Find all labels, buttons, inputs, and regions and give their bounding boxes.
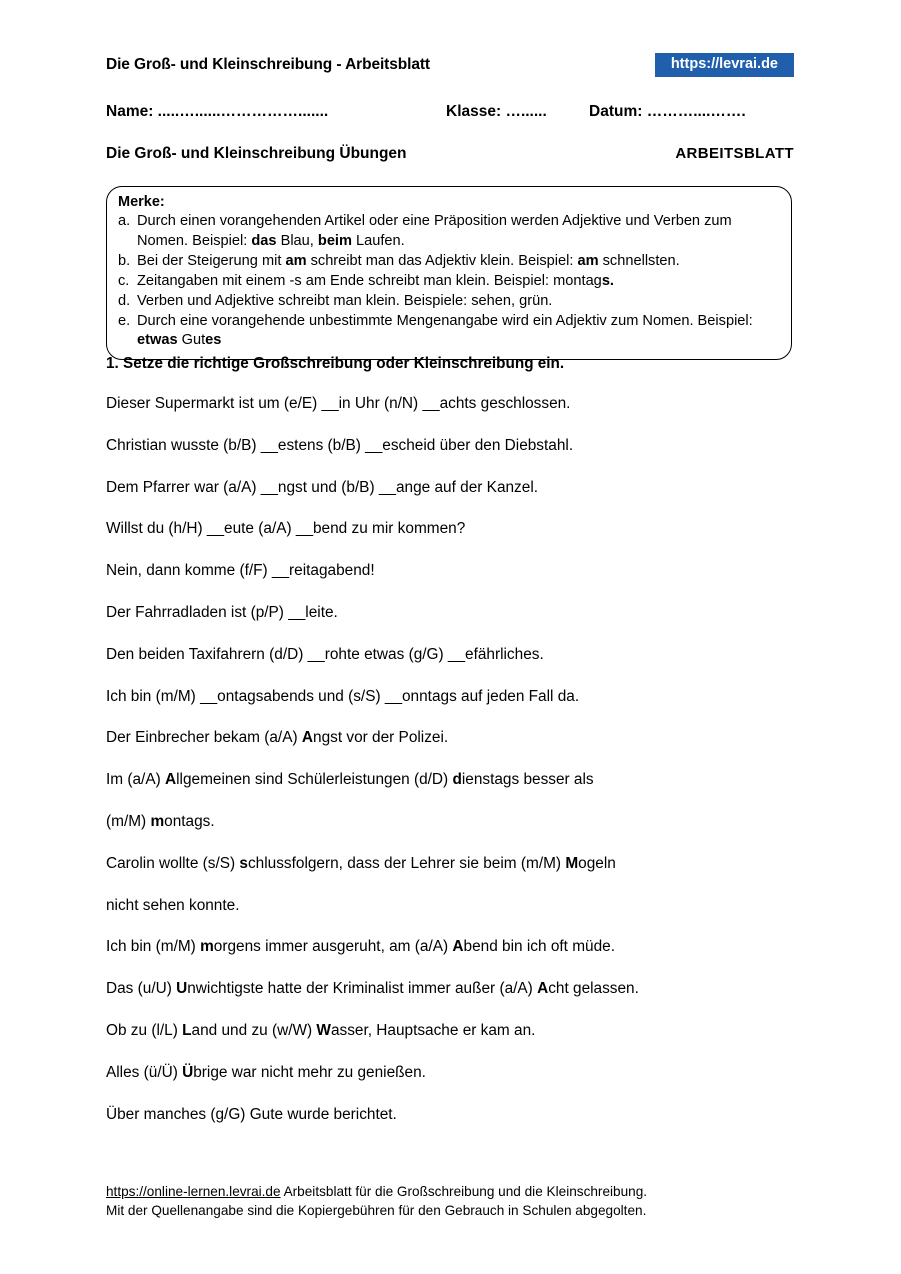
- footer-line-1-rest: Arbeitsblatt für die Großschreibung und die Kleinschreibung.: [280, 1184, 648, 1199]
- exercise-sentence[interactable]: [106, 521, 826, 563]
- text-run: and und zu (w/W): [191, 1021, 317, 1039]
- answer-letter: s.: [601, 272, 614, 289]
- text-run: Über manches (g/G) Gute wurde berichtet.: [106, 1105, 397, 1123]
- task-heading: 1. Setze die richtige Großschreibung oder Kleinschreibung ein.: [106, 355, 565, 372]
- exercise-sentence[interactable]: [106, 1023, 826, 1065]
- answer-letter: etwas: [137, 332, 178, 349]
- datum-field-label[interactable]: Datum: ………....…….: [589, 103, 746, 120]
- answer-letter: es: [205, 332, 222, 349]
- text-run: Blau,: [276, 233, 318, 250]
- text-run: Carolin wollte (s/S): [106, 854, 240, 872]
- exercise-subtitle: Die Groß- und Kleinschreibung Übungen: [106, 145, 407, 162]
- merke-rule-item: [118, 312, 781, 352]
- merke-title: Merke:: [118, 194, 165, 210]
- answer-letter: beim: [317, 233, 352, 250]
- exercise-sentence[interactable]: [106, 647, 826, 689]
- exercise-sentence[interactable]: [106, 438, 826, 480]
- text-run: Durch einen vorangehenden Artikel oder eine Präposition werden Adjektive und Verben zum Nomen. Beispiel:: [137, 213, 732, 250]
- text-run: schreibt man das Adjektiv klein. Beispiel:: [306, 252, 578, 269]
- footer-source-link[interactable]: https://online-lernen.levrai.de: [106, 1184, 281, 1199]
- answer-letter: M: [565, 854, 579, 872]
- footer-line-1: [106, 1182, 806, 1201]
- exercise-sentence[interactable]: [106, 1065, 826, 1107]
- text-run: Zeitangaben mit einem -s am Ende schreibt man klein. Beispiel: montag: [137, 272, 602, 289]
- header: [106, 52, 794, 78]
- text-run: Laufen.: [351, 233, 405, 250]
- footer: [106, 1182, 806, 1221]
- text-run: asser, Hauptsache er kam an.: [330, 1021, 536, 1039]
- exercise-sentence-list: [106, 396, 826, 1148]
- text-run: Das (u/U): [106, 980, 177, 998]
- text-run: Christian wusste (b/B) __estens (b/B) __escheid über den Diebstahl.: [106, 436, 574, 454]
- text-run: Ich bin (m/M) __ontagsabends und (s/S) __onntags auf jeden Fall da.: [106, 687, 580, 705]
- answer-letter: s: [239, 854, 248, 872]
- exercise-sentence[interactable]: [106, 814, 826, 856]
- exercise-sentence[interactable]: [106, 730, 826, 772]
- exercise-sentence[interactable]: [106, 772, 826, 814]
- exercise-sentence[interactable]: [106, 898, 826, 940]
- merke-box: [106, 186, 792, 360]
- klasse-field-label[interactable]: Klasse: …......: [446, 103, 547, 120]
- text-run: Den beiden Taxifahrern (d/D) __rohte etwas (g/G) __efährliches.: [106, 645, 544, 663]
- answer-letter: d: [452, 771, 462, 789]
- text-run: Durch eine vorangehende unbestimmte Mengenangabe wird ein Adjektiv zum Nomen. Beispiel:: [137, 312, 753, 329]
- text-run: Nein, dann komme (f/F) __reitagabend!: [106, 562, 375, 580]
- text-run: ogeln: [578, 854, 616, 872]
- answer-letter: A: [537, 980, 549, 998]
- answer-letter: am: [577, 252, 599, 269]
- text-run: ontags.: [164, 812, 215, 830]
- text-run: brige war nicht mehr zu genießen.: [193, 1063, 426, 1081]
- exercise-sentence[interactable]: [106, 396, 826, 438]
- name-field-label[interactable]: Name: .....…......…………….......: [106, 103, 329, 120]
- text-run: Bei der Steigerung mit: [137, 252, 286, 269]
- text-run: Der Fahrradladen ist (p/P) __leite.: [106, 603, 338, 621]
- merke-rule-item: [118, 292, 781, 312]
- exercise-sentence[interactable]: [106, 605, 826, 647]
- merke-rule-marker: b.: [118, 252, 131, 269]
- text-run: nicht sehen konnte.: [106, 896, 240, 914]
- merke-rule-list: [118, 212, 781, 351]
- answer-letter: W: [316, 1021, 331, 1039]
- text-run: chlussfolgern, dass der Lehrer sie beim (m/M): [247, 854, 566, 872]
- exercise-sentence[interactable]: [106, 480, 826, 522]
- footer-line-2: Mit der Quellenangabe sind die Kopiergebühren für den Gebrauch in Schulen abgegolten.: [106, 1203, 647, 1219]
- publisher-url-banner[interactable]: https://levrai.de: [655, 53, 794, 77]
- exercise-sentence[interactable]: [106, 939, 826, 981]
- answer-letter: U: [176, 980, 188, 998]
- merke-rule-marker: d.: [118, 292, 131, 309]
- student-meta-row: [106, 103, 796, 127]
- text-run: Gut: [177, 332, 206, 349]
- subtitle-row: [106, 145, 794, 169]
- merke-rule-item: [118, 252, 781, 272]
- merke-rule-item: [118, 272, 781, 292]
- text-run: Dieser Supermarkt ist um (e/E) __in Uhr (n/N) __achts geschlossen.: [106, 395, 571, 412]
- exercise-sentence[interactable]: [106, 981, 826, 1023]
- text-run: Alles (ü/Ü): [106, 1063, 183, 1081]
- text-run: cht gelassen.: [548, 980, 639, 998]
- exercise-sentence[interactable]: [106, 856, 826, 898]
- text-run: llgemeinen sind Schülerleistungen (d/D): [176, 771, 453, 789]
- answer-letter: m: [200, 938, 214, 956]
- exercise-sentence[interactable]: [106, 563, 826, 605]
- text-run: (m/M): [106, 812, 151, 830]
- answer-letter: am: [285, 252, 307, 269]
- text-run: Willst du (h/H) __eute (a/A) __bend zu mir kommen?: [106, 520, 466, 538]
- text-run: Der Einbrecher bekam (a/A): [106, 729, 302, 747]
- text-run: Ob zu (l/L): [106, 1021, 183, 1039]
- text-run: Ich bin (m/M): [106, 938, 201, 956]
- answer-letter: L: [182, 1021, 192, 1039]
- text-run: schnellsten.: [598, 252, 680, 269]
- sheet-type-tag: ARBEITSBLATT: [675, 145, 794, 162]
- exercise-sentence[interactable]: [106, 689, 826, 731]
- text-run: Dem Pfarrer war (a/A) __ngst und (b/B) __ange auf der Kanzel.: [106, 478, 539, 496]
- text-run: orgens immer ausgeruht, am (a/A): [213, 938, 453, 956]
- text-run: bend bin ich oft müde.: [463, 938, 615, 956]
- merke-rule-marker: c.: [118, 272, 130, 289]
- exercise-sentence[interactable]: [106, 1107, 826, 1149]
- text-run: nwichtigste hatte der Kriminalist immer außer (a/A): [187, 980, 538, 998]
- answer-letter: A: [165, 771, 177, 789]
- merke-rule-marker: a.: [118, 213, 131, 230]
- text-run: ngst vor der Polizei.: [313, 729, 449, 747]
- answer-letter: das: [251, 233, 277, 250]
- answer-letter: A: [452, 938, 464, 956]
- text-run: Im (a/A): [106, 771, 165, 789]
- page-title: Die Groß- und Kleinschreibung - Arbeitsblatt: [106, 56, 430, 73]
- answer-letter: Ü: [182, 1063, 194, 1081]
- text-run: ienstags besser als: [461, 771, 594, 789]
- merke-rule-item: [118, 212, 781, 252]
- answer-letter: A: [301, 729, 314, 747]
- answer-letter: m: [150, 812, 165, 830]
- merke-rule-marker: e.: [118, 312, 131, 329]
- text-run: Verben und Adjektive schreibt man klein. Beispiele: sehen, grün.: [137, 292, 553, 309]
